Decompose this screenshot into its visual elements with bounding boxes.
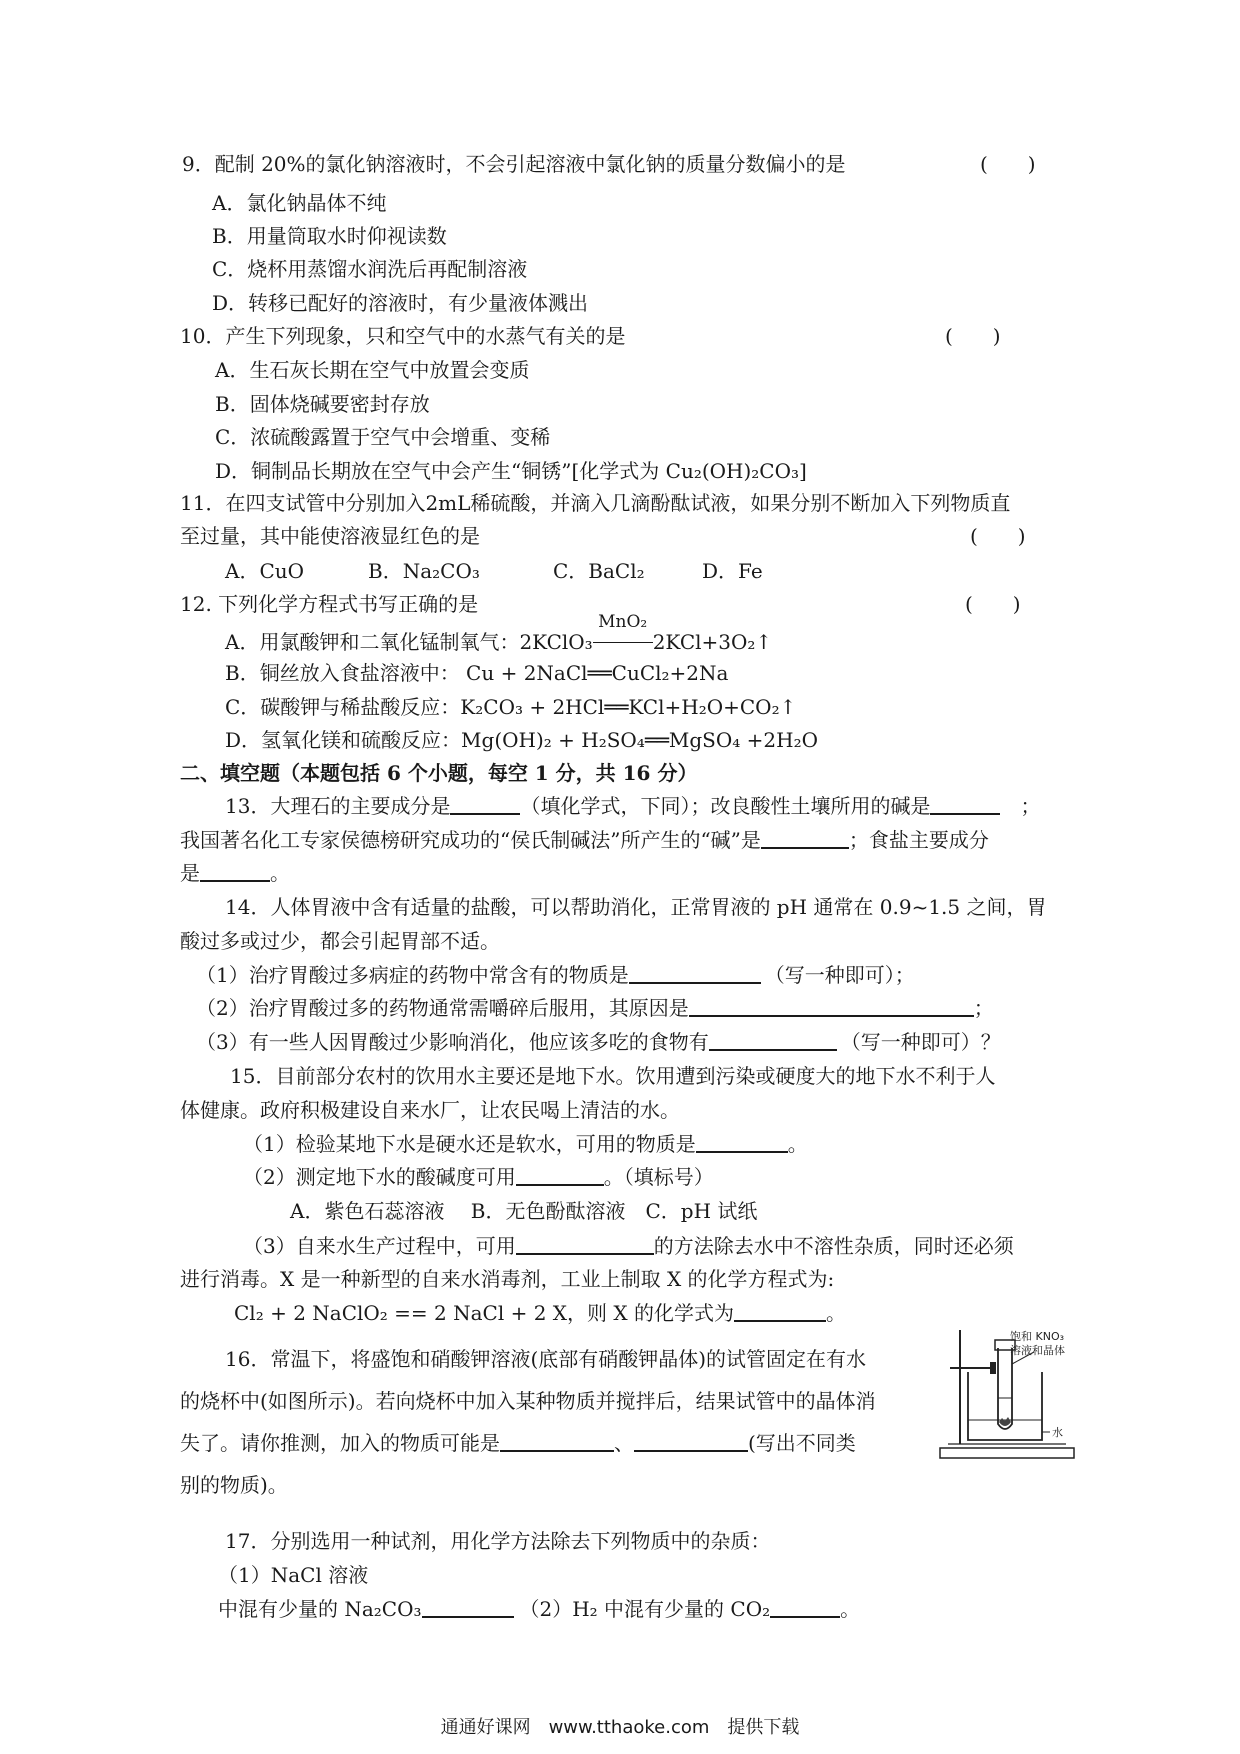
q15-sub3 [243, 1233, 1014, 1259]
q13-l2b: ；食盐主要成分 [848, 828, 989, 852]
q12-option-a [225, 612, 773, 655]
q11-answer-paren: ( ) [970, 524, 1026, 548]
q14-s2b: ； [973, 996, 994, 1020]
q16-l3a: 失了。请你推测，加入的物质可能是 [180, 1431, 500, 1455]
q15-s1a: （1）检验某地下水是硬水还是软水，可用的物质是 [243, 1132, 696, 1156]
q15-sub2 [243, 1164, 714, 1190]
clamp-jaw [990, 1362, 996, 1374]
q11-stem-line2: 至过量，其中能使溶液显红色的是 [180, 524, 480, 548]
q14-sub3 [196, 1029, 1001, 1055]
q11-stem-line1: 11．在四支试管中分别加入2mL稀硫酸，并滴入几滴酚酞试液，如果分别不断加入下列物质直 [180, 491, 1011, 515]
q15-line2: 体健康。政府积极建设自来水厂，让农民喝上清洁的水。 [180, 1098, 680, 1122]
q12-option-c: C．碳酸钾与稀盐酸反应：K₂CO₃ + 2HCl══KCl+H₂O+CO₂↑ [225, 695, 797, 719]
q12-option-d: D．氢氧化镁和硫酸反应：Mg(OH)₂ + H₂SO₄══MgSO₄ +2H₂O [225, 728, 818, 752]
q9-answer-paren: ( ) [980, 152, 1036, 176]
q10-option-a: A．生石灰长期在空气中放置会变质 [215, 358, 530, 382]
q14-blank-2[interactable] [689, 995, 974, 1017]
q15-line1: 15．目前部分农村的饮用水主要还是地下水。饮用遭到污染或硬度大的地下水不利于人 [230, 1064, 996, 1088]
q15-s1b: 。 [787, 1132, 808, 1156]
q17-l3b: （2）H₂ 中混有少量的 CO₂ [519, 1597, 771, 1621]
q12-option-b: B．铜丝放入食盐溶液中： Cu + 2NaCl══CuCl₂+2Na [225, 661, 729, 685]
q10-answer-paren: ( ) [945, 324, 1001, 348]
footer-source: 通通好课网 www.tthaoke.com 提供下载 [440, 1717, 800, 1738]
q14-blank-1[interactable] [629, 962, 761, 984]
q9-option-d: D．转移已配好的溶液时，有少量液体溅出 [212, 291, 589, 315]
q14-line1: 14．人体胃液中含有适量的盐酸，可以帮助消化，正常胃液的 pH 通常在 0.9~1.5 之间，胃 [225, 895, 1047, 919]
q14-s3b: （写一种即可）？ [840, 1030, 1001, 1054]
q11-option-d: D．Fe [702, 559, 763, 583]
section-heading-fill-in: 二、填空题（本题包括 6 个小题，每空 1 分，共 16 分） [180, 761, 698, 785]
q16-line4: 别的物质)。 [180, 1473, 288, 1497]
q14-s3a: （3）有一些人因胃酸过少影响消化，他应该多吃的食物有 [196, 1030, 709, 1054]
q14-sub1 [196, 962, 915, 988]
q14-s2a: （2）治疗胃酸过多的药物通常需嚼碎后服用，其原因是 [196, 996, 689, 1020]
q17-blank-2[interactable] [770, 1596, 840, 1618]
fig-label-crystal: 溶液和晶体 [1010, 1344, 1065, 1357]
q10-option-d: D．铜制品长期放在空气中会产生“铜锈”[化学式为 Cu₂(OH)₂CO₃] [215, 459, 807, 483]
q9-option-b: B．用量筒取水时仰视读数 [212, 224, 447, 248]
q11-option-c: C．BaCl₂ [553, 559, 645, 583]
q15-s3-l3a: Cl₂ + 2 NaClO₂ == 2 NaCl + 2 X，则 X 的化学式为 [234, 1301, 734, 1325]
q13-line1 [225, 793, 1040, 819]
q13-l3a: 是 [180, 861, 200, 885]
q14-blank-3[interactable] [709, 1029, 837, 1051]
q13-blank-3[interactable] [761, 827, 849, 849]
q9-option-c: C．烧杯用蒸馏水润洗后再配制溶液 [212, 257, 528, 281]
q17-line1: 17．分别选用一种试剂，用化学方法除去下列物质中的杂质： [225, 1529, 771, 1553]
q15-s3b: 的方法除去水中不溶性杂质，同时还必须 [653, 1234, 1014, 1258]
fig-label-solution: 饱和 KNO₃ [1010, 1330, 1065, 1343]
q13-blank-1[interactable] [450, 793, 520, 815]
q13-l1a: 13．大理石的主要成分是 [225, 794, 451, 818]
q13-blank-4[interactable] [200, 860, 270, 882]
q15-s3a: （3）自来水生产过程中，可用 [243, 1234, 516, 1258]
q13-l3b: 。 [270, 861, 290, 885]
stand-base [940, 1448, 1074, 1458]
q17-line2: （1）NaCl 溶液 [218, 1563, 369, 1587]
q15-blank-3[interactable] [516, 1233, 654, 1255]
q15-s3-l3b: 。 [826, 1301, 846, 1325]
q14-s1a: （1）治疗胃酸过多病症的药物中常含有的物质是 [196, 963, 629, 987]
q16-line3 [180, 1430, 856, 1456]
q13-l1c: ； [1020, 794, 1041, 818]
crystals [999, 1417, 1011, 1426]
q9-option-a: A．氯化钠晶体不纯 [212, 191, 387, 215]
q13-line2 [180, 827, 989, 853]
q13-l2a: 我国著名化工专家侯德榜研究成功的“侯氏制碱法”所产生的“碱”是 [180, 828, 761, 852]
q14-s1b: （写一种即可）； [764, 963, 915, 987]
q11-option-a: A．CuO [225, 559, 305, 583]
q15-blank-2[interactable] [516, 1164, 604, 1186]
q16-l3b: 、 [614, 1431, 634, 1455]
fig-label-water: 水 [1052, 1426, 1063, 1439]
q15-s2b: 。（填标号） [603, 1165, 714, 1189]
q12-answer-paren: ( ) [965, 592, 1021, 616]
q15-blank-4[interactable] [734, 1300, 826, 1322]
q15-sub2-options: A．紫色石蕊溶液 B．无色酚酞溶液 C．pH 试纸 [290, 1199, 758, 1223]
q16-line2: 的烧杯中(如图所示)。若向烧杯中加入某种物质并搅拌后，结果试管中的晶体消 [180, 1389, 876, 1413]
q15-sub1 [243, 1131, 808, 1157]
q17-blank-1[interactable] [422, 1596, 514, 1618]
q12-a-prefix: A．用氯酸钾和二氧化锰制氧气：2KClO₃ [225, 630, 593, 654]
q11-option-b: B．Na₂CO₃ [368, 559, 480, 583]
test-tube [998, 1348, 1012, 1429]
q12-stem: 12. 下列化学方程式书写正确的是 [180, 592, 479, 616]
q13-line3 [180, 860, 290, 886]
q14-sub2 [196, 995, 994, 1021]
q15-sub3-line3 [234, 1300, 846, 1326]
q9-stem: 9．配制 20%的氯化钠溶液时，不会引起溶液中氯化钠的质量分数偏小的是 [182, 152, 846, 176]
q17-line3 [218, 1596, 860, 1622]
q13-l1b: （填化学式，下同）；改良酸性土壤所用的碱是 [520, 794, 931, 818]
q17-l3a: 中混有少量的 Na₂CO₃ [218, 1597, 422, 1621]
q15-sub3-line2: 进行消毒。X 是一种新型的自来水消毒剂，工业上制取 X 的化学方程式为: [180, 1267, 835, 1291]
q13-blank-2[interactable] [930, 793, 1000, 815]
q10-option-b: B．固体烧碱要密封存放 [215, 392, 430, 416]
q10-option-c: C．浓硫酸露置于空气中会增重、变稀 [215, 425, 551, 449]
q12-a-catalyst: MnO₂ [598, 612, 648, 632]
q16-l3c: (写出不同类 [748, 1431, 856, 1455]
q12-a-catalyst-arrow [593, 612, 653, 643]
q16-line1: 16．常温下，将盛饱和硝酸钾溶液(底部有硝酸钾晶体)的试管固定在有水 [225, 1347, 867, 1371]
q12-a-suffix: 2KCl+3O₂↑ [652, 630, 773, 654]
q14-line2: 酸过多或过少，都会引起胃部不适。 [180, 929, 500, 953]
q16-blank-2[interactable] [634, 1430, 748, 1452]
q17-l3c: 。 [840, 1597, 861, 1621]
q15-blank-1[interactable] [696, 1131, 788, 1153]
q16-blank-1[interactable] [500, 1430, 614, 1452]
test-tube-beaker-figure [938, 1328, 1088, 1463]
q10-stem: 10．产生下列现象，只和空气中的水蒸气有关的是 [180, 324, 626, 348]
q15-s2a: （2）测定地下水的酸碱度可用 [243, 1165, 516, 1189]
